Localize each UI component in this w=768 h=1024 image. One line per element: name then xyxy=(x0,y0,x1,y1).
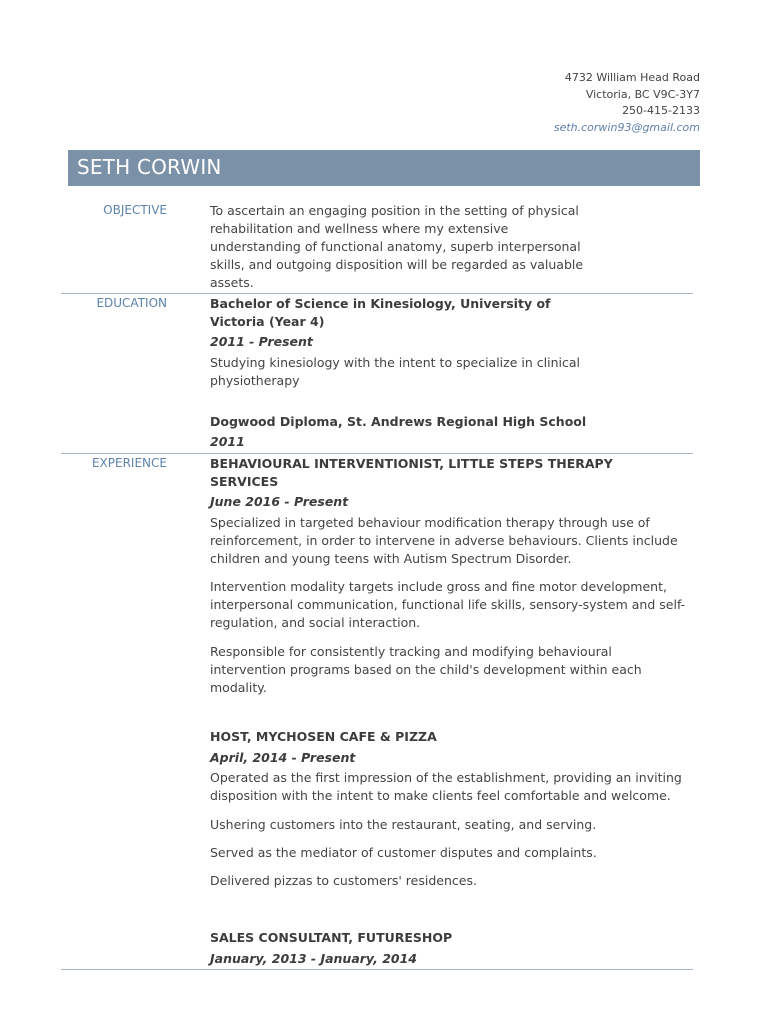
job-description: Intervention modality targets include gross and fine motor development, xyxy=(210,579,667,594)
job-title: SALES CONSULTANT, FUTURESHOP xyxy=(210,930,453,945)
education-title: Victoria (Year 4) xyxy=(210,314,325,329)
education-title: Dogwood Diploma, St. Andrews Regional High School xyxy=(210,414,587,429)
job-description: Responsible for consistently tracking and modifying behavioural xyxy=(210,644,612,659)
job-description: disposition with the intent to make clients feel comfortable and welcome. xyxy=(210,788,671,803)
contact-block xyxy=(554,70,700,136)
job-description: Served as the mediator of customer disputes and complaints. xyxy=(210,845,597,860)
job-description: intervention programs based on the child's development within each xyxy=(210,662,642,677)
education-date: 2011 - Present xyxy=(210,334,313,349)
education-date: 2011 xyxy=(210,434,245,449)
job-description: Operated as the first impression of the establishment, providing an inviting xyxy=(210,770,682,785)
job-title: HOST, MYCHOSEN CAFE & PIZZA xyxy=(210,729,437,744)
education-description: physiotherapy xyxy=(210,373,300,388)
job-title: BEHAVIOURAL INTERVENTIONIST, LITTLE STEPS THERAPY xyxy=(210,456,613,471)
education-title: Bachelor of Science in Kinesiology, University of xyxy=(210,296,551,311)
job-description: reinforcement, in order to intervene in adverse behaviours. Clients include xyxy=(210,533,678,548)
objective-line: To ascertain an engaging position in the setting of physical xyxy=(210,203,579,218)
job-description: Ushering customers into the restaurant, seating, and serving. xyxy=(210,817,597,832)
section-divider xyxy=(61,453,693,454)
experience-label: EXPERIENCE xyxy=(91,456,167,470)
objective-line: understanding of functional anatomy, superb interpersonal xyxy=(210,239,581,254)
job-date: April, 2014 - Present xyxy=(210,750,356,765)
objective-label: OBJECTIVE xyxy=(103,203,167,217)
objective-line: rehabilitation and wellness where my extensive xyxy=(210,221,509,236)
job-date: June 2016 - Present xyxy=(210,494,349,509)
job-description: regulation, and social interaction. xyxy=(210,615,421,630)
objective-line: skills, and outgoing disposition will be regarded as valuable xyxy=(210,257,584,272)
name-banner xyxy=(68,150,700,186)
job-date: January, 2013 - January, 2014 xyxy=(210,951,417,966)
section-divider xyxy=(61,969,693,970)
resume-name: SETH CORWIN xyxy=(77,155,222,179)
job-description: modality. xyxy=(210,680,267,695)
section-divider xyxy=(61,293,693,294)
contact-email-link[interactable]: seth.corwin93@gmail.com xyxy=(553,120,700,134)
education-description: Studying kinesiology with the intent to specialize in clinical xyxy=(210,355,580,370)
contact-city: Victoria, BC V9C-3Y7 xyxy=(585,87,700,101)
job-title: SERVICES xyxy=(210,474,279,489)
contact-street: 4732 William Head Road xyxy=(564,71,700,84)
contact-phone: 250-415-2133 xyxy=(622,104,700,117)
job-description: Specialized in targeted behaviour modification therapy through use of xyxy=(210,515,650,530)
education-label: EDUCATION xyxy=(96,296,167,310)
objective-line: assets. xyxy=(210,275,254,290)
job-description: interpersonal communication, functional life skills, sensory-system and self- xyxy=(210,597,686,612)
job-description: Delivered pizzas to customers' residences. xyxy=(210,873,477,888)
job-description: children and young teens with Autism Spectrum Disorder. xyxy=(210,551,572,566)
